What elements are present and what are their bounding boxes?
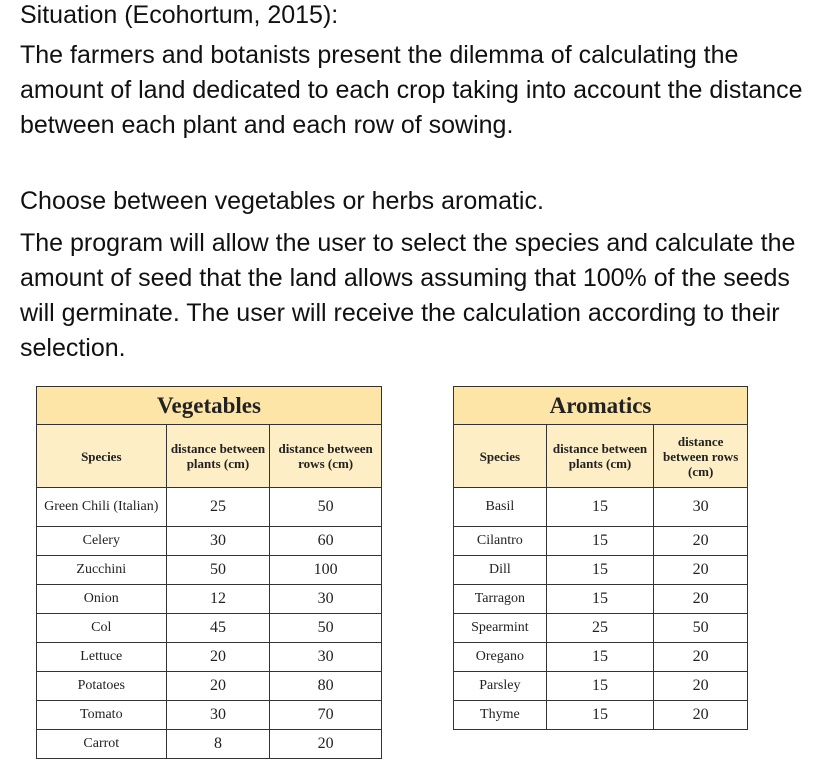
problem-paragraph: The farmers and botanists present the dilemma of calculating the amount of land dedicated to each crop taking into account the distance between each plant and each row of sowing. [20,41,803,139]
species-cell: Tarragon [454,585,547,614]
plant-distance-cell: 45 [166,614,270,643]
species-cell: Potatoes [37,672,167,701]
row-distance-cell: 30 [654,488,748,527]
table-row [37,672,382,701]
row-distance-cell: 70 [270,701,382,730]
plant-distance-cell: 12 [166,585,270,614]
table-row [37,614,382,643]
table-row [454,585,748,614]
table-row [454,556,748,585]
row-distance-cell: 50 [270,488,382,527]
table-row [37,556,382,585]
species-cell: Cilantro [454,527,547,556]
row-distance-cell: 20 [654,556,748,585]
column-header-plant-distance: distance between plants (cm) [546,425,654,488]
row-distance-cell: 50 [654,614,748,643]
species-cell: Dill [454,556,547,585]
plant-distance-cell: 8 [166,730,270,759]
plant-distance-cell: 15 [546,585,654,614]
situation-text-block [20,0,820,362]
species-cell: Onion [37,585,167,614]
plant-distance-cell: 15 [546,701,654,730]
table-row [37,527,382,556]
column-header-row-distance: distance between rows (cm) [654,425,748,488]
vegetables-table-title: Vegetables [37,387,382,425]
choice-paragraph: Choose between vegetables or herbs aromatic. [20,187,544,215]
plant-distance-cell: 25 [166,488,270,527]
row-distance-cell: 20 [654,643,748,672]
row-distance-cell: 60 [270,527,382,556]
plant-distance-cell: 15 [546,488,654,527]
column-header-species: Species [37,425,167,488]
plant-distance-cell: 15 [546,556,654,585]
species-cell: Spearmint [454,614,547,643]
species-cell: Parsley [454,672,547,701]
program-paragraph: The program will allow the user to select the species and calculate the amount of seed that the land allows assuming that 100% of the seeds will germinate. The user will receive the calculation according to their selection. [20,229,796,362]
plant-distance-cell: 25 [546,614,654,643]
row-distance-cell: 80 [270,672,382,701]
plant-distance-cell: 15 [546,672,654,701]
plant-distance-cell: 30 [166,527,270,556]
row-distance-cell: 100 [270,556,382,585]
column-header-row-distance: distance between rows (cm) [270,425,382,488]
table-row [37,701,382,730]
aromatics-table [453,386,748,730]
table-row [454,672,748,701]
species-cell: Carrot [37,730,167,759]
species-cell: Oregano [454,643,547,672]
aromatics-table-title: Aromatics [454,387,748,425]
row-distance-cell: 20 [654,585,748,614]
column-header-species: Species [454,425,547,488]
species-cell: Green Chili (Italian) [37,488,167,527]
species-cell: Zucchini [37,556,167,585]
column-header-plant-distance: distance between plants (cm) [166,425,270,488]
table-row [37,585,382,614]
table-row [37,643,382,672]
row-distance-cell: 20 [270,730,382,759]
table-row [454,614,748,643]
species-cell: Thyme [454,701,547,730]
plant-distance-cell: 30 [166,701,270,730]
plant-distance-cell: 20 [166,672,270,701]
row-distance-cell: 30 [270,585,382,614]
situation-heading: Situation (Ecohortum, 2015): [20,1,339,29]
species-cell: Basil [454,488,547,527]
species-cell: Tomato [37,701,167,730]
species-cell: Lettuce [37,643,167,672]
row-distance-cell: 20 [654,701,748,730]
vegetables-table [36,386,382,759]
row-distance-cell: 20 [654,527,748,556]
table-row [37,730,382,759]
table-row [454,701,748,730]
table-row [454,488,748,527]
species-cell: Col [37,614,167,643]
row-distance-cell: 20 [654,672,748,701]
plant-distance-cell: 20 [166,643,270,672]
row-distance-cell: 50 [270,614,382,643]
plant-distance-cell: 50 [166,556,270,585]
plant-distance-cell: 15 [546,643,654,672]
species-cell: Celery [37,527,167,556]
table-row [37,488,382,527]
table-row [454,527,748,556]
row-distance-cell: 30 [270,643,382,672]
table-row [454,643,748,672]
plant-distance-cell: 15 [546,527,654,556]
